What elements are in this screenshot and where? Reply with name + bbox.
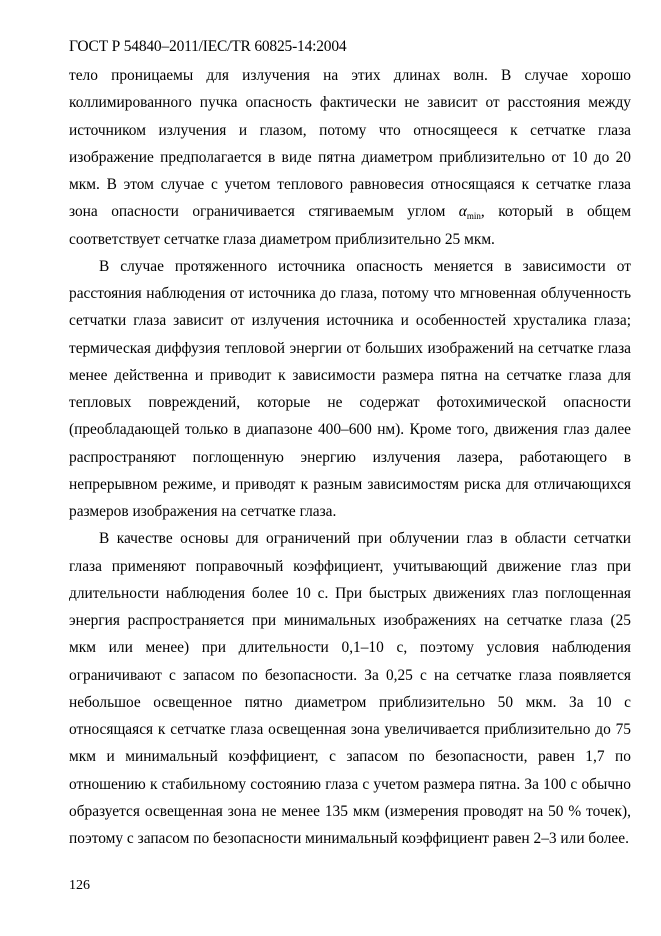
page-number: 126 <box>69 878 90 893</box>
paragraph-1-text-end: , который в общем соответствует сетчатке глаза диаметром приблизительно 25 мкм. <box>69 203 631 248</box>
paragraph-3: В качестве основы для ограничений при облучении глаз в области сетчатки глаза применяют поправочный коэффициент, учитывающий движение глаз при длительности наблюдения более 10 с. При быстрых движениях глаз поглощенная энергия распространяется при минимальных изображениях на сетчатке глаза (25 мкм или менее) при длительности 0,1–10 с, поэтому условия наблюдения ограничивают с запасом по безопасности. За 0,25 с на сетчатке глаза появляется небольшое освещенное пятно диаметром приблизительно 50 мкм. За 10 с относящаяся к сетчатке глаза освещенная зона увеличивается приблизительно до 75 мкм и минимальный коэффициент, с запасом по безопасности, равен 1,7 по отношению к стабильному состоянию глаза с учетом размера пятна. За 100 с обычно образуется освещенная зона не менее 135 мкм (измерения проводят на 50 % точек), поэтому с запасом по безопасности минимальный коэффициент равен 2–3 или более. <box>69 530 631 847</box>
paragraph-1 <box>69 62 631 253</box>
paragraph-1-text-start: тело проницаемы для излучения на этих длинах волн. В случае хорошо коллимированного пучка опасность фактически не зависит от расстояния между источником излучения и глазом, потому что относящееся к сетчатке глаза изображение предполагается в виде пятна диаметром приблизительно от 10 до 20 мкм. В этом случае с учетом теплового равновесия относящаяся к сетчатке глаза зона опасности ограничивается стягиваемым углом <box>69 67 631 221</box>
alpha-letter: α <box>458 203 467 221</box>
alpha-min-symbol <box>459 203 481 220</box>
page-header: ГОСТ Р 54840–2011/IEC/TR 60825-14:2004 <box>69 38 347 55</box>
alpha-subscript: min <box>466 211 481 222</box>
paragraph-2: В случае протяженного источника опасность меняется в зависимости от расстояния наблюдения от источника до глаза, потому что мгновенная облученность сетчатки глаза зависит от излучения источника и особенностей хрусталика глаза; термическая диффузия тепловой энергии от больших изображений на сетчатке глаза менее действенна и приводит к зависимости размера пятна на сетчатке глаза для тепловых повреждений, которые не содержат фотохимической опасности (преобладающей только в диапазоне 400–600 нм). Кроме того, движения глаз далее распространяют поглощенную энергию излучения лазера, работающего в непрерывном режиме, и приводят к разным зависимостям риска для отличающихся размеров изображения на сетчатке глаза. <box>69 257 631 520</box>
document-body <box>69 62 631 852</box>
